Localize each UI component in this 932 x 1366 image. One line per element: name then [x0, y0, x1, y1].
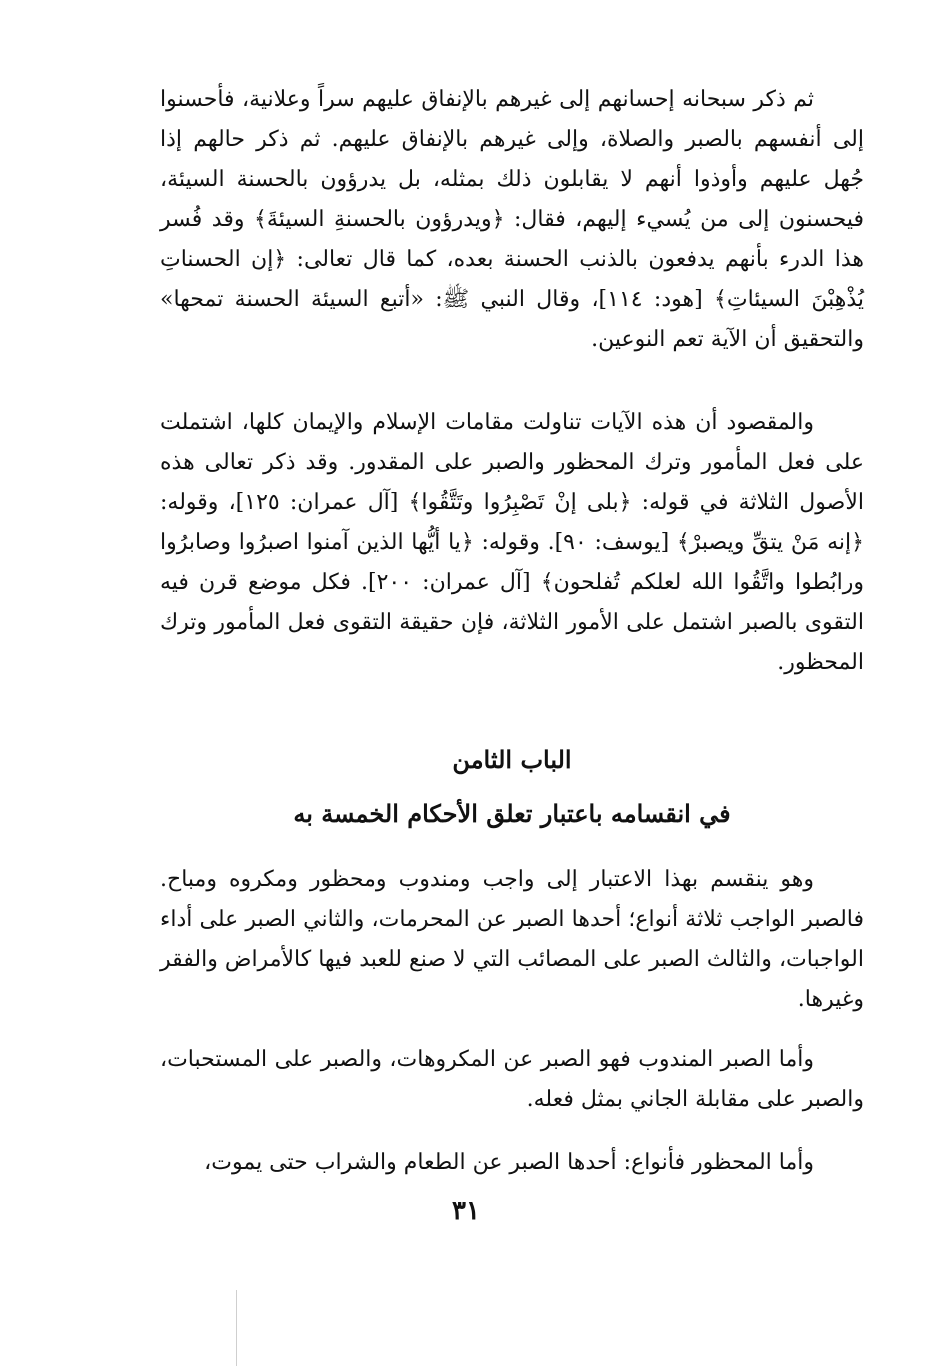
- paragraph-text: والمقصود أن هذه الآيات تناولت مقامات الإسلام والإيمان كلها، اشتملت على فعل المأمور وترك المحظور والصبر على المقدور. وقد ذكر تعالى هذه الأصول الثلاثة في قوله: ﴿بلى إنْ تَصْبِرُوا وتَتَّقُوا﴾ [آل عمران: ١٢٥]، وقوله: ﴿إنه مَنْ يتقِّ ويصبرْ﴾ [يوسف: ٩٠]. وقوله: ﴿يا أيُّها الذين آمنوا اصبرُوا وصابرُوا ورابُطوا واتَّقُوا الله لعلكم تُفلحون﴾ [آل عمران: ٢٠٠]. فكل موضع قرن فيه التقوى بالصبر اشتمل على الأمور الثلاثة، فإن حقيقة التقوى فعل المأمور وترك المحظور.: [160, 410, 865, 675]
- chapter-title: الباب الثامن: [452, 745, 572, 774]
- paragraph-text: ثم ذكر سبحانه إحسانهم إلى غيرهم بالإنفاق عليهم سراً وعلانية، فأحسنوا إلى أنفسهم بالصبر والصلاة، وإلى غيرهم بالإنفاق عليهم. ثم ذكر حالهم إذا جُهل عليهم وأوذوا أنهم لا يقابلون ذلك بمثله، بل يدرؤون بالحسنة السيئة، فيحسنون إلى من يُسيء إليهم، فقال: ﴿ويدرؤون بالحسنةِ السيئةَ﴾ وقد فُسر هذا الدرء بأنهم يدفعون بالذنب الحسنة بعده، كما قال تعالى: ﴿إن الحسناتِ يُذْهِبْنَ السيئاتِ﴾ [هود: ١١٤]، وقال النبي ﷺ: «أتبع السيئة الحسنة تمحها» والتحقيق أن الآية تعم النوعين.: [160, 87, 864, 352]
- paragraph-obligatory-patience: [160, 860, 864, 1020]
- page-number: ٣١: [452, 1196, 480, 1226]
- paragraph-text: وأما الصبر المندوب فهو الصبر عن المكروهات، والصبر على المستحبات، والصبر على مقابلة الجاني بمثل فعله.: [160, 1047, 864, 1112]
- paragraph-giving-and-repelling-evil: [160, 80, 864, 360]
- chapter-subtitle: في انقسامه باعتبار تعلق الأحكام الخمسة به: [293, 799, 731, 828]
- scan-edge-line: [236, 1290, 237, 1366]
- paragraph-forbidden-patience: [160, 1143, 864, 1183]
- paragraph-text: وهو ينقسم بهذا الاعتبار إلى واجب ومندوب ومحظور ومكروه ومباح. فالصبر الواجب ثلاثة أنواع؛ أحدها الصبر عن المحرمات، والثاني الصبر على أداء الواجبات، والثالث الصبر على المصائب التي لا صنع للعبد فيها كالأمراض والفقر وغيرها.: [160, 867, 864, 1012]
- paragraph-recommended-patience: [160, 1040, 864, 1120]
- paragraph-text: وأما المحظور فأنواع: أحدها الصبر عن الطعام والشراب حتى يموت،: [204, 1150, 814, 1175]
- paragraph-piety-and-patience: [160, 403, 864, 683]
